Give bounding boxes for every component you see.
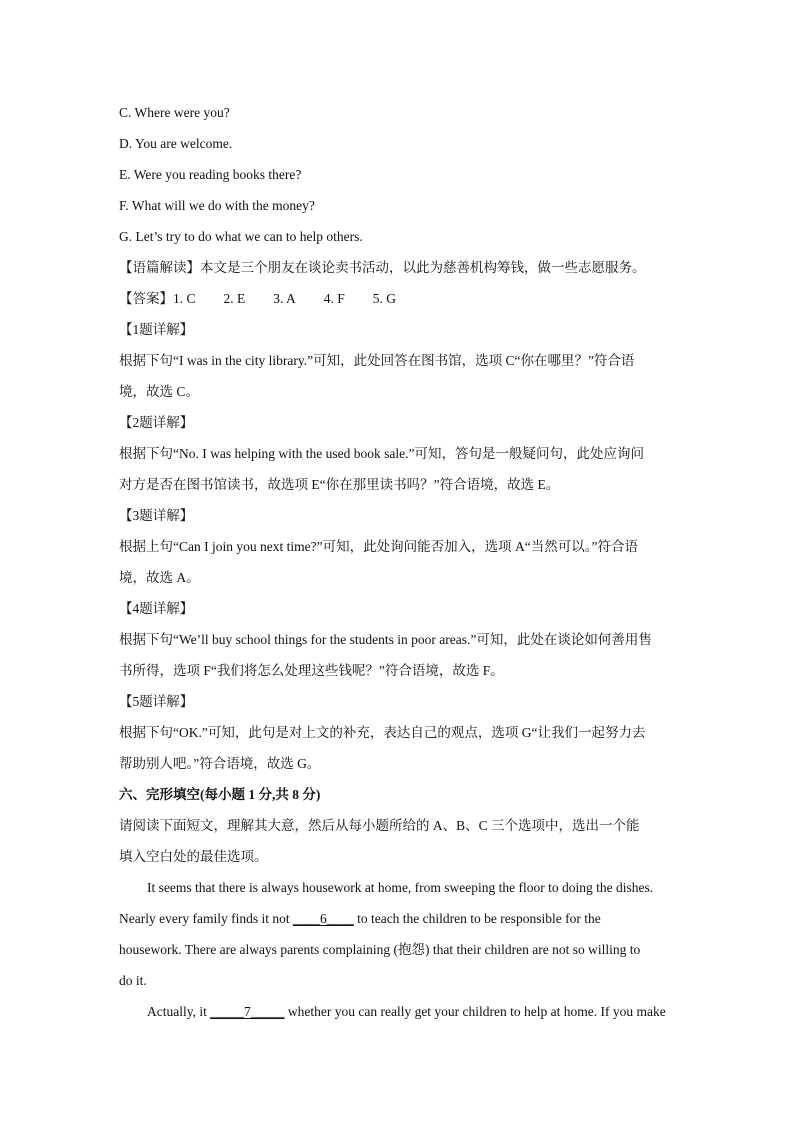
explanation-heading-1: 【1题详解】 (119, 322, 194, 337)
option-d: D. You are welcome. (119, 136, 233, 151)
passage-paragraph-1-line-3: housework. There are always parents complaining (抱怨) that their children are not so willing to (119, 942, 641, 957)
explanation-1-line-1: 根据下句“I was in the city library.”可知，此处回答在图书馆，选项 C“你在哪里？”符合语 (119, 353, 635, 368)
answer-label: 【答案】 (119, 291, 173, 306)
explanation-4-line-1: 根据下句“We’ll buy school things for the students in poor areas.”可知，此处在谈论如何善用售 (119, 632, 652, 647)
answer-line (119, 288, 679, 319)
passage-text: to teach the children to be responsible for the (353, 911, 601, 926)
passage-text: whether you can really get your children to help at home. If you make (284, 1004, 666, 1019)
section-instructions-line-2: 填入空白处的最佳选项。 (119, 849, 268, 864)
document-content (119, 102, 679, 1032)
passage-text: Nearly every family finds it not (119, 911, 293, 926)
option-f: F. What will we do with the money? (119, 198, 315, 213)
passage-paragraph-1-line-4: do it. (119, 973, 147, 988)
option-e: E. Were you reading books there? (119, 167, 302, 182)
explanation-heading-4: 【4题详解】 (119, 601, 194, 616)
option-g: G. Let’s try to do what we can to help others. (119, 229, 363, 244)
answer-item: 2. E (223, 291, 246, 306)
explanation-2-line-1: 根据下句“No. I was helping with the used book sale.”可知，答句是一般疑问句，此处应询问 (119, 446, 644, 461)
passage-paragraph-1-line-1: It seems that there is always housework at home, from sweeping the floor to doing the dishes. (147, 880, 654, 895)
explanation-heading-5: 【5题详解】 (119, 694, 194, 709)
explanation-2-line-2: 对方是否在图书馆读书，故选项 E“你在那里读书吗？”符合语境，故选 E。 (119, 477, 560, 492)
explanation-heading-2: 【2题详解】 (119, 415, 194, 430)
passage-paragraph-2-line-1 (119, 1001, 679, 1032)
explanation-4-line-2: 书所得，选项 F“我们将怎么处理这些钱呢？”符合语境，故选 F。 (119, 663, 504, 678)
explanation-1-line-2: 境，故选 C。 (119, 384, 199, 399)
option-c: C. Where were you? (119, 105, 230, 120)
answer-item: 1. C (173, 291, 196, 306)
passage-analysis: 【语篇解读】本文是三个朋友在谈论卖书活动，以此为慈善机构筹钱，做一些志愿服务。 (119, 260, 646, 275)
explanation-heading-3: 【3题详解】 (119, 508, 194, 523)
answer-item: 3. A (273, 291, 296, 306)
explanation-5-line-1: 根据下句“OK.”可知，此句是对上文的补充，表达自己的观点，选项 G“让我们一起努力去 (119, 725, 646, 740)
section-title: 六、完形填空(每小题 1 分,共 8 分) (119, 787, 321, 802)
explanation-3-line-1: 根据上句“Can I join you next time?”可知，此处询问能否加入，选项 A“当然可以。”符合语 (119, 539, 638, 554)
answer-item: 4. F (323, 291, 345, 306)
explanation-5-line-2: 帮助别人吧。”符合语境，故选 G。 (119, 756, 321, 771)
explanation-3-line-2: 境，故选 A。 (119, 570, 200, 585)
blank-6: ____6____ (292, 911, 354, 926)
answer-item: 5. G (372, 291, 397, 306)
blank-7: _____7_____ (210, 1004, 285, 1019)
passage-paragraph-1-line-2 (119, 908, 679, 939)
section-instructions-line-1: 请阅读下面短文，理解其大意，然后从每小题所给的 A、B、C 三个选项中，选出一个能 (119, 818, 640, 833)
passage-text: Actually, it (147, 1004, 211, 1019)
